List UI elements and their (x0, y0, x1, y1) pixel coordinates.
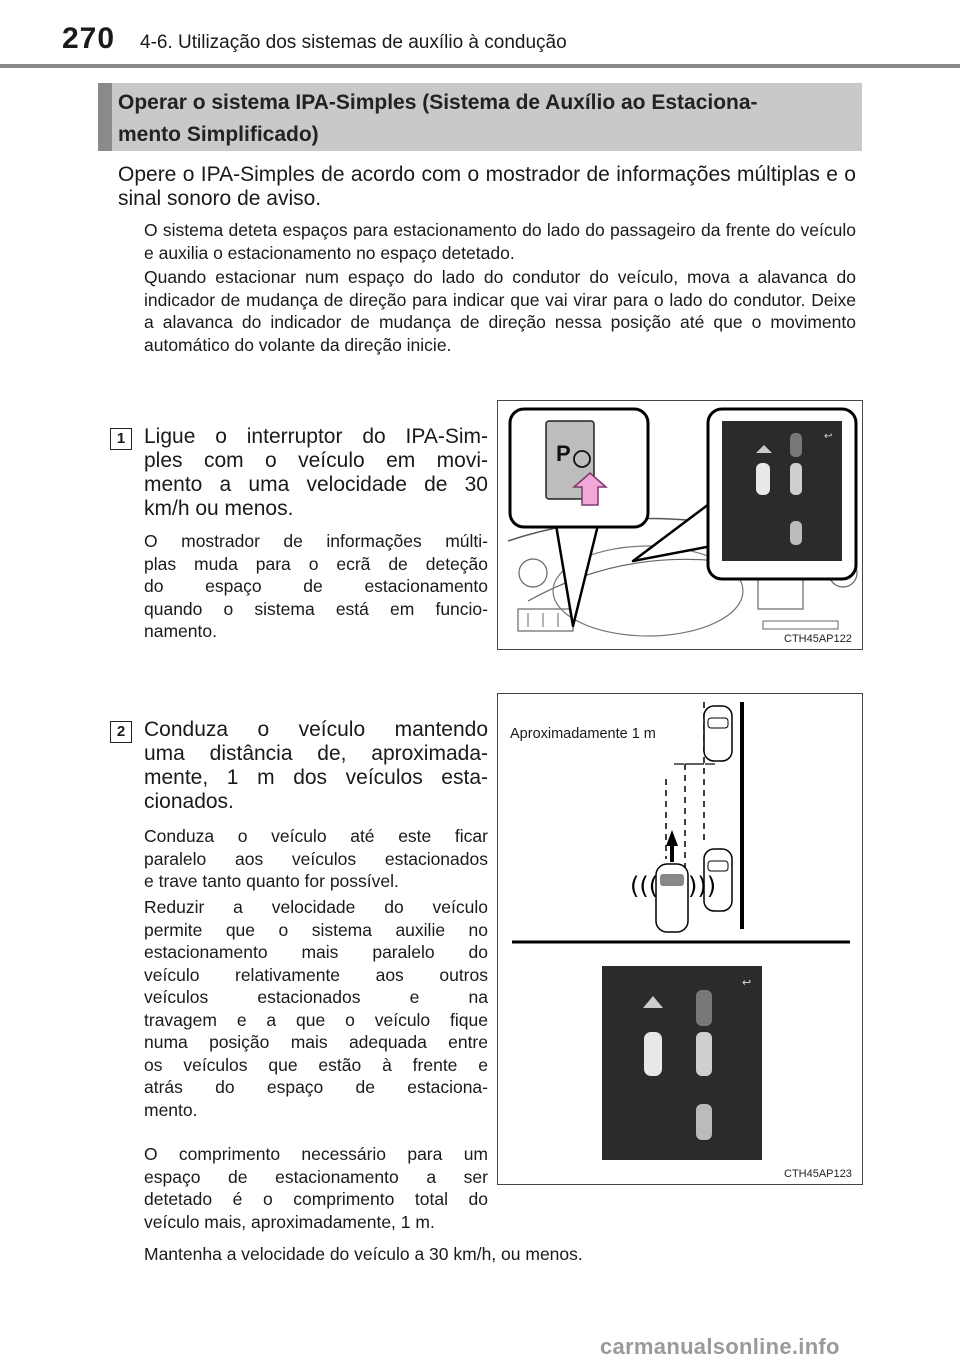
watermark: carmanualsonline.info (600, 1334, 840, 1359)
step-1-note-line: quando o sistema está em funcio- (144, 598, 488, 619)
step-2-note-line: atrás do espaço de estaciona- (144, 1077, 488, 1097)
step-1-note-line: O mostrador de informações múlti- (144, 531, 488, 551)
step-2-number: 2 (110, 721, 132, 743)
sensor-wave-right-icon: ))) (688, 872, 717, 900)
figure-parking-distance (497, 693, 863, 1185)
step-2-note-line: O comprimento necessário para um (144, 1144, 488, 1164)
step-1-title-line: km/h ou menos. (144, 497, 294, 520)
page-number: 270 (62, 22, 116, 55)
step-2-title-line: uma distância de, aproximada- (144, 742, 488, 765)
own-car-window (660, 874, 684, 886)
sensor-wave-left-icon: ((( (630, 872, 659, 900)
step-2-title-line: Conduza o veículo mantendo (144, 718, 488, 741)
step-2-note-line: numa posição mais adequada entre (144, 1032, 488, 1052)
parked-car-icon (790, 433, 802, 457)
step-1-title-line: mento a uma velocidade de 30 (144, 473, 488, 496)
figure-2-code: CTH45AP123 (784, 1168, 852, 1180)
step-1-note (144, 530, 488, 643)
step-2-note-line: veículos estacionados e na (144, 987, 488, 1007)
step-1-note-line: namento. (144, 621, 217, 641)
vent-left (519, 559, 547, 587)
parked-car-icon (696, 1104, 712, 1140)
section-note-2: Quando estacionar num espaço do lado do condutor do veículo, mova a alavanca do indicador de mudança de direção para indicar que vai virar para o lado do condutor. Deixe a alavanca do indicador de mudança de direção nessa posição até que o movimento automático do volante da direção inicie. (144, 267, 856, 355)
step-2-title-line: cionados. (144, 790, 234, 813)
control-strip (763, 621, 838, 629)
step-1-title (144, 425, 488, 521)
section-title (118, 87, 858, 151)
distance-label: Aproximadamente 1 m (510, 726, 656, 742)
multi-info-display (722, 421, 842, 561)
step-2-note-line: detetado é o comprimento total do (144, 1189, 488, 1209)
figure-ipa-switch (497, 400, 863, 650)
section-lead: Opere o IPA-Simples de acordo com o mostrador de informações múltiplas e o sinal sonoro de aviso. (118, 163, 856, 210)
multi-info-display (602, 966, 762, 1160)
parked-car-icon (790, 521, 802, 545)
step-2-note-line: veículo relativamente aos outros (144, 964, 488, 985)
parked-car-icon (696, 990, 712, 1026)
dashboard-illustration (498, 401, 861, 648)
step-2-note-line: os veículos que estão à frente e (144, 1054, 488, 1075)
step-2-note-a (144, 825, 488, 893)
step-2-note-line: Conduza o veículo até este ficar (144, 826, 488, 846)
step-2-title (144, 718, 488, 814)
step-1-note-line: plas muda para o ecrã de deteção (144, 553, 488, 574)
own-car-icon (644, 1032, 662, 1076)
step-2-note-line: permite que o sistema auxilie no (144, 919, 488, 940)
step-2-note-b (144, 896, 488, 1121)
step-2-note-line: travagem e a que o veículo fique (144, 1009, 488, 1030)
step-2-note-line: mento. (144, 1099, 198, 1120)
step-1-number: 1 (110, 428, 132, 450)
steering-wheel-arc (528, 559, 718, 601)
step-1-title-line: ples com o veículo em movi- (144, 449, 488, 472)
parked-car-icon (696, 1032, 712, 1076)
figure-1-code: CTH45AP122 (784, 633, 852, 645)
forward-arrow-icon (666, 830, 678, 846)
parked-car-front (704, 706, 732, 761)
chapter-title: 4-6. Utilização dos sistemas de auxílio à condução (140, 32, 567, 53)
section-title-line-1: Operar o sistema IPA-Simples (Sistema de Auxílio ao Estaciona- (118, 91, 758, 114)
step-2-note-line: veículo mais, aproximadamente, 1 m. (144, 1212, 435, 1232)
section-note-1: O sistema deteta espaços para estacionamento do lado do passageiro da frente do veículo e auxilia o estacionamento no espaço detetado. (144, 220, 856, 263)
parked-car-icon (790, 463, 802, 495)
ipa-switch-p-label: P (556, 441, 571, 466)
step-2-note-c (144, 1143, 488, 1211)
back-icon: ↩ (824, 431, 833, 442)
section-title-line-2: mento Simplificado) (118, 123, 319, 146)
step-2-note-line: espaço de estacionamento a ser (144, 1166, 488, 1187)
step-2-title-line: mente, 1 m dos veículos esta- (144, 766, 488, 789)
back-icon: ↩ (742, 977, 752, 989)
step-2-note-line: estacionamento mais paralelo do (144, 942, 488, 962)
step-2-note-line: paralelo aos veículos estacionados (144, 848, 488, 869)
step-1-note-line: do espaço de estacionamento (144, 576, 488, 596)
header-rule (0, 64, 960, 68)
step-2-note-line: Reduzir a velocidade do veículo (144, 897, 488, 917)
own-car-icon (756, 463, 770, 495)
step-1-title-line: Ligue o interruptor do IPA-Sim- (144, 425, 488, 448)
parking-illustration (498, 694, 861, 1183)
step-2-note-line: e trave tanto quanto for possível. (144, 871, 399, 891)
step-2-note-d: Mantenha a velocidade do veículo a 30 km/h, ou menos. (144, 1244, 583, 1264)
